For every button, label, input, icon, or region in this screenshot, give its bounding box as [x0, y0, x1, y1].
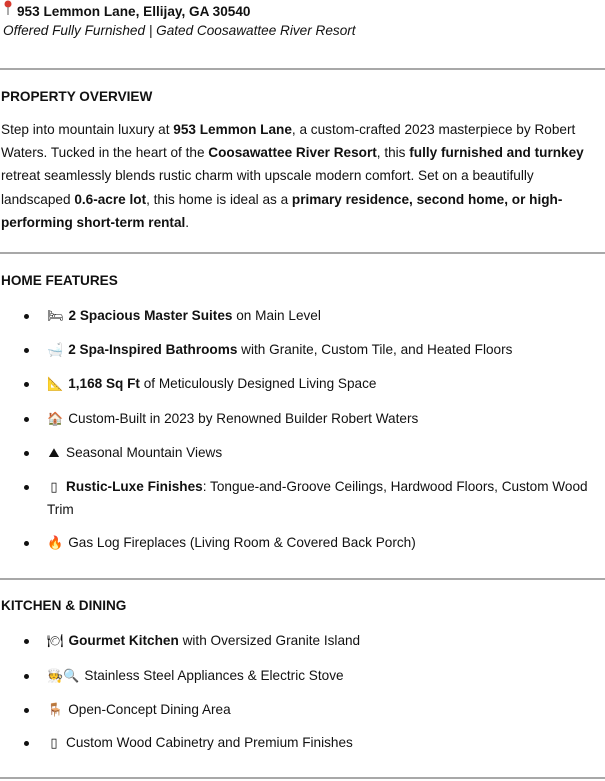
subtitle: Offered Fully Furnished | Gated Coosawattee River Resort	[3, 23, 356, 38]
bullet	[24, 382, 29, 387]
list-item	[0, 442, 597, 465]
item-bold-label: Gourmet Kitchen	[68, 633, 179, 648]
bullet	[24, 417, 29, 422]
list-item	[0, 532, 597, 555]
list-item	[0, 699, 597, 722]
item-bold-label: 2 Spa-Inspired Bathrooms	[68, 342, 238, 357]
list-item	[0, 665, 597, 688]
item-text: on Main Level	[232, 308, 321, 323]
item-text: : Tongue-and-Groove Ceilings, Hardwood Floors, Custom Wood Trim	[47, 479, 588, 517]
cabinet-icon: ▯	[50, 736, 58, 751]
bullet	[24, 639, 29, 644]
item-text: Gas Log Fireplaces (Living Room & Covered Back Porch)	[68, 535, 416, 550]
overview-text: .	[185, 214, 190, 230]
item-text: with Granite, Custom Tile, and Heated Floors	[237, 342, 513, 357]
overview-bold: primary residence, second home, or high-performing short-term rental	[1, 191, 563, 230]
fire-icon: 🔥	[47, 536, 64, 551]
list-item	[0, 408, 597, 431]
overview-bold: fully furnished and turnkey	[409, 145, 584, 161]
overview-bold: 953 Lemmon Lane	[173, 122, 292, 137]
overview-text: , this	[376, 145, 410, 161]
plate-cutlery-icon: 🍽	[47, 634, 64, 649]
list-item	[0, 732, 597, 755]
bullet	[24, 348, 29, 353]
pushpin-icon	[3, 0, 13, 22]
overview-bold: 0.6-acre lot	[74, 191, 147, 207]
item-text: Stainless Steel Appliances & Electric Stove	[84, 668, 344, 683]
section-heading-kitchen: KITCHEN & DINING	[1, 598, 127, 613]
bathtub-icon: 🛁	[47, 343, 64, 358]
bullet	[24, 674, 29, 679]
bullet	[24, 708, 29, 713]
item-text: of Meticulously Designed Living Space	[139, 376, 377, 391]
list-item	[0, 339, 597, 362]
overview-paragraph	[1, 118, 601, 234]
item-text: Custom Wood Cabinetry and Premium Finishes	[66, 735, 353, 750]
bullet	[24, 314, 29, 319]
address-text: 953 Lemmon Lane, Ellijay, GA 30540	[17, 4, 251, 19]
overview-text: retreat seamlessly blends rustic charm with upscale modern comfort. Set on a beautifully landscaped	[1, 168, 534, 207]
overview-text: Step into mountain luxury at	[1, 122, 174, 137]
list-item	[0, 373, 597, 396]
section-heading-overview: PROPERTY OVERVIEW	[1, 89, 153, 104]
item-text: Seasonal Mountain Views	[66, 445, 223, 460]
divider	[0, 252, 605, 254]
list-item	[0, 476, 597, 521]
chef-search-icon: 🧑‍🍳🔍	[47, 669, 80, 684]
item-text: with Oversized Granite Island	[178, 633, 361, 648]
section-heading-home-features: HOME FEATURES	[1, 273, 118, 288]
divider	[0, 578, 605, 580]
wood-icon: ▯	[50, 480, 58, 495]
bullet	[24, 451, 29, 456]
list-item	[0, 305, 597, 328]
item-text: Open-Concept Dining Area	[68, 702, 231, 717]
listing-header	[3, 0, 603, 42]
bullet	[24, 541, 29, 546]
overview-bold: Coosawattee River Resort	[208, 145, 377, 161]
overview-text: , this home is ideal as a	[146, 191, 292, 207]
divider	[0, 777, 605, 779]
bullet	[24, 741, 29, 746]
bullet	[24, 485, 29, 490]
item-bold-label: 1,168 Sq Ft	[68, 376, 140, 391]
mountain-icon: ⛰	[48, 446, 60, 461]
address-line	[3, 0, 603, 20]
list-item	[0, 630, 597, 653]
chair-icon: 🪑	[47, 703, 64, 718]
divider	[0, 68, 605, 70]
overview-text: , a custom-crafted 2023 masterpiece by Robert Waters. Tucked in the heart of the	[1, 122, 576, 161]
triangle-ruler-icon: 📐	[47, 377, 64, 392]
item-bold-label: Rustic-Luxe Finishes	[66, 479, 203, 494]
house-icon: 🏠	[47, 412, 64, 427]
item-text: Custom-Built in 2023 by Renowned Builder Robert Waters	[68, 411, 419, 426]
bed-icon: 🛏	[47, 309, 64, 324]
item-bold-label: 2 Spacious Master Suites	[68, 308, 233, 323]
